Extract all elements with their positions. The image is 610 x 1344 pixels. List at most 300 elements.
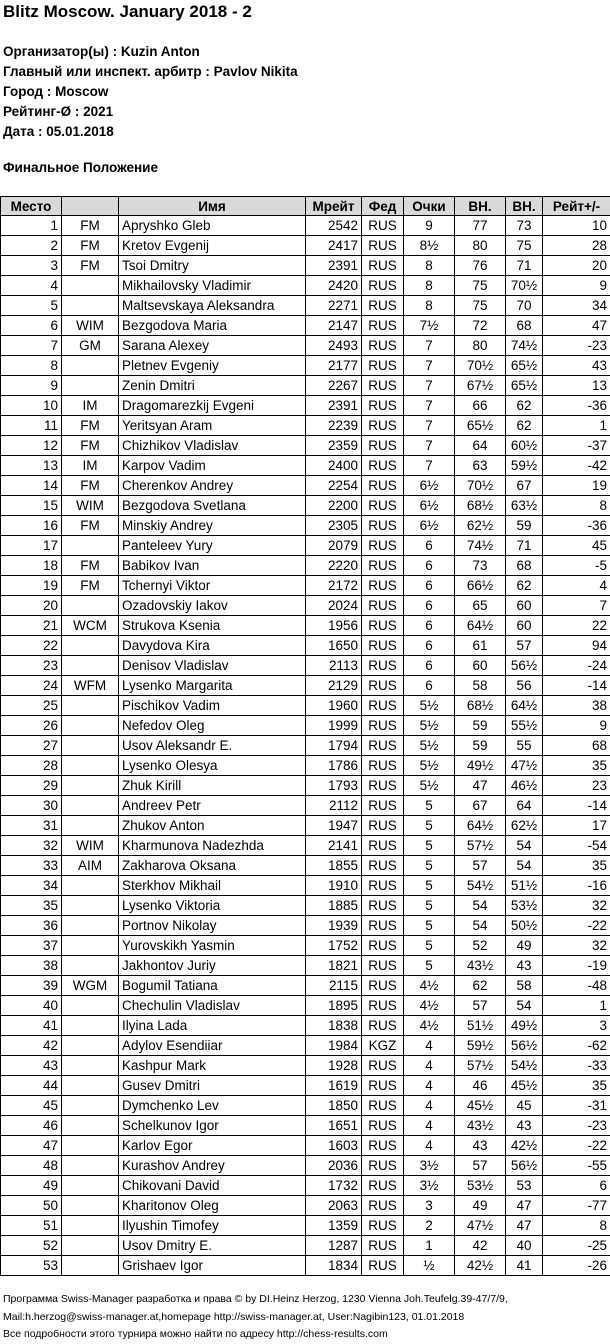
table-row (1, 856, 610, 876)
cell-tiebreak-1: 42½ (455, 1256, 506, 1276)
cell-points: 6½ (404, 476, 455, 496)
cell-rating: 2115 (306, 976, 362, 996)
cell-rating: 2267 (306, 376, 362, 396)
cell-rating: 1947 (306, 816, 362, 836)
cell-points: 4½ (404, 976, 455, 996)
cell-federation: RUS (362, 996, 404, 1016)
cell-place: 37 (1, 936, 62, 956)
cell-federation: RUS (362, 516, 404, 536)
table-row (1, 936, 610, 956)
table-row (1, 316, 610, 336)
cell-title: FM (62, 576, 119, 596)
cell-rating: 1287 (306, 1236, 362, 1256)
cell-rating: 1838 (306, 1016, 362, 1036)
cell-points: 5½ (404, 756, 455, 776)
table-header-row (1, 197, 610, 216)
cell-rating-change: -23 (543, 336, 610, 356)
cell-rating-change: -16 (543, 876, 610, 896)
cell-rating-change: 22 (543, 616, 610, 636)
cell-tiebreak-1: 43½ (455, 1116, 506, 1136)
cell-rating: 2063 (306, 1196, 362, 1216)
table-row (1, 756, 610, 776)
cell-tiebreak-1: 73 (455, 556, 506, 576)
cell-rating: 2113 (306, 656, 362, 676)
cell-points: 9 (404, 216, 455, 236)
cell-federation: RUS (362, 856, 404, 876)
cell-tiebreak-1: 42 (455, 1236, 506, 1256)
cell-title (62, 1216, 119, 1236)
cell-rating-change: -48 (543, 976, 610, 996)
table-row (1, 276, 610, 296)
cell-tiebreak-2: 54 (506, 856, 543, 876)
cell-place: 14 (1, 476, 62, 496)
cell-points: 5½ (404, 696, 455, 716)
cell-tiebreak-2: 49 (506, 936, 543, 956)
cell-tiebreak-1: 43 (455, 1136, 506, 1156)
cell-name: Sterkhov Mikhail (119, 876, 306, 896)
cell-title (62, 776, 119, 796)
cell-title: AIM (62, 856, 119, 876)
cell-federation: RUS (362, 536, 404, 556)
cell-rating-change: -5 (543, 556, 610, 576)
standings-table (0, 196, 610, 1276)
cell-tiebreak-1: 62 (455, 976, 506, 996)
cell-rating: 2391 (306, 396, 362, 416)
cell-tiebreak-1: 49 (455, 1196, 506, 1216)
cell-name: Pletnev Evgeniy (119, 356, 306, 376)
cell-title: WFM (62, 676, 119, 696)
cell-tiebreak-1: 57½ (455, 1056, 506, 1076)
cell-tiebreak-2: 47 (506, 1216, 543, 1236)
table-row (1, 536, 610, 556)
cell-federation: RUS (362, 1216, 404, 1236)
cell-name: Portnov Nikolay (119, 916, 306, 936)
cell-tiebreak-1: 57½ (455, 836, 506, 856)
table-row (1, 436, 610, 456)
cell-points: 5 (404, 896, 455, 916)
cell-federation: RUS (362, 316, 404, 336)
cell-rating-change: -14 (543, 676, 610, 696)
cell-rating-change: -22 (543, 1136, 610, 1156)
cell-name: Schelkunov Igor (119, 1116, 306, 1136)
header-place: Место (1, 197, 62, 216)
cell-federation: RUS (362, 256, 404, 276)
cell-rating-change: -77 (543, 1196, 610, 1216)
cell-points: 6 (404, 616, 455, 636)
cell-federation: RUS (362, 576, 404, 596)
cell-federation: RUS (362, 1096, 404, 1116)
header-tiebreak-2: ВН. (506, 197, 543, 216)
cell-points: 5 (404, 836, 455, 856)
cell-rating: 1359 (306, 1216, 362, 1236)
cell-points: 7 (404, 396, 455, 416)
cell-points: 5 (404, 936, 455, 956)
cell-rating-change: -55 (543, 1156, 610, 1176)
cell-place: 21 (1, 616, 62, 636)
cell-place: 42 (1, 1036, 62, 1056)
cell-federation: RUS (362, 776, 404, 796)
cell-rating-change: 4 (543, 576, 610, 596)
cell-place: 41 (1, 1016, 62, 1036)
cell-rating: 2141 (306, 836, 362, 856)
cell-place: 10 (1, 396, 62, 416)
cell-title (62, 696, 119, 716)
cell-place: 22 (1, 636, 62, 656)
cell-name: Jakhontov Juriy (119, 956, 306, 976)
cell-name: Panteleev Yury (119, 536, 306, 556)
cell-rating: 2271 (306, 296, 362, 316)
cell-rating-change: -22 (543, 916, 610, 936)
cell-federation: RUS (362, 1076, 404, 1096)
table-row (1, 1236, 610, 1256)
cell-federation: RUS (362, 956, 404, 976)
cell-title (62, 1256, 119, 1276)
cell-place: 20 (1, 596, 62, 616)
cell-tiebreak-2: 45½ (506, 1076, 543, 1096)
table-row (1, 356, 610, 376)
cell-name: Tchernyi Viktor (119, 576, 306, 596)
cell-title (62, 1116, 119, 1136)
cell-place: 48 (1, 1156, 62, 1176)
cell-rating: 1603 (306, 1136, 362, 1156)
cell-points: 8 (404, 256, 455, 276)
cell-rating-change: -37 (543, 436, 610, 456)
cell-title (62, 356, 119, 376)
table-row (1, 656, 610, 676)
cell-rating: 2200 (306, 496, 362, 516)
cell-tiebreak-1: 65 (455, 596, 506, 616)
cell-place: 15 (1, 496, 62, 516)
cell-name: Minskiy Andrey (119, 516, 306, 536)
cell-name: Mikhailovsky Vladimir (119, 276, 306, 296)
cell-title (62, 1036, 119, 1056)
cell-federation: RUS (362, 556, 404, 576)
cell-rating: 2493 (306, 336, 362, 356)
cell-tiebreak-2: 65½ (506, 376, 543, 396)
cell-title: GM (62, 336, 119, 356)
cell-place: 51 (1, 1216, 62, 1236)
cell-points: 6½ (404, 496, 455, 516)
cell-rating: 1834 (306, 1256, 362, 1276)
table-row (1, 396, 610, 416)
cell-rating-change: 35 (543, 1076, 610, 1096)
cell-rating: 2172 (306, 576, 362, 596)
cell-rating-change: 17 (543, 816, 610, 836)
cell-title (62, 636, 119, 656)
cell-rating: 1855 (306, 856, 362, 876)
cell-federation: RUS (362, 276, 404, 296)
cell-federation: RUS (362, 596, 404, 616)
cell-rating: 2129 (306, 676, 362, 696)
cell-title (62, 996, 119, 1016)
cell-title (62, 916, 119, 936)
table-row (1, 896, 610, 916)
cell-name: Strukova Ksenia (119, 616, 306, 636)
cell-federation: KGZ (362, 1036, 404, 1056)
cell-points: 4½ (404, 1016, 455, 1036)
cell-place: 35 (1, 896, 62, 916)
cell-name: Sarana Alexey (119, 336, 306, 356)
table-row (1, 256, 610, 276)
cell-title (62, 296, 119, 316)
cell-federation: RUS (362, 816, 404, 836)
cell-place: 39 (1, 976, 62, 996)
cell-title (62, 656, 119, 676)
cell-tiebreak-2: 68 (506, 316, 543, 336)
cell-points: 6 (404, 656, 455, 676)
cell-rating-change: 47 (543, 316, 610, 336)
cell-points: 4 (404, 1116, 455, 1136)
cell-name: Adylov Esendiiar (119, 1036, 306, 1056)
cell-rating-change: -36 (543, 396, 610, 416)
cell-tiebreak-2: 73 (506, 216, 543, 236)
cell-tiebreak-1: 66½ (455, 576, 506, 596)
footer-line-1: Программа Swiss-Manager разработка и права © by DI.Heinz Herzog, 1230 Vienna Joh.Teufelg.39-47/7/9, (3, 1293, 508, 1305)
cell-points: 4 (404, 1056, 455, 1076)
cell-points: 4 (404, 1076, 455, 1096)
cell-name: Zhukov Anton (119, 816, 306, 836)
cell-name: Ilyina Lada (119, 1016, 306, 1036)
cell-points: 5½ (404, 736, 455, 756)
cell-tiebreak-1: 67½ (455, 376, 506, 396)
cell-rating: 2036 (306, 1156, 362, 1176)
cell-points: 7½ (404, 316, 455, 336)
cell-tiebreak-2: 59 (506, 516, 543, 536)
cell-rating: 1939 (306, 916, 362, 936)
cell-name: Lysenko Olesya (119, 756, 306, 776)
cell-title (62, 1076, 119, 1096)
cell-rating-change: -36 (543, 516, 610, 536)
cell-tiebreak-1: 64½ (455, 616, 506, 636)
cell-place: 50 (1, 1196, 62, 1216)
footer-line-3: Все подробности этого турнира можно найти по адресу http://chess-results.com (3, 1328, 388, 1340)
cell-tiebreak-1: 52 (455, 936, 506, 956)
cell-federation: RUS (362, 216, 404, 236)
cell-name: Lysenko Viktoria (119, 896, 306, 916)
cell-name: Chizhikov Vladislav (119, 436, 306, 456)
cell-tiebreak-1: 59½ (455, 1036, 506, 1056)
table-row (1, 736, 610, 756)
cell-title (62, 536, 119, 556)
cell-rating-change: 32 (543, 936, 610, 956)
cell-rating-change: 45 (543, 536, 610, 556)
cell-tiebreak-2: 47½ (506, 756, 543, 776)
cell-tiebreak-2: 57 (506, 636, 543, 656)
table-row (1, 576, 610, 596)
cell-title (62, 1156, 119, 1176)
cell-rating: 1619 (306, 1076, 362, 1096)
cell-place: 44 (1, 1076, 62, 1096)
cell-tiebreak-1: 80 (455, 236, 506, 256)
cell-name: Chikovani David (119, 1176, 306, 1196)
cell-rating: 1999 (306, 716, 362, 736)
cell-place: 53 (1, 1256, 62, 1276)
cell-place: 1 (1, 216, 62, 236)
cell-tiebreak-1: 57 (455, 996, 506, 1016)
cell-title (62, 596, 119, 616)
cell-rating-change: 23 (543, 776, 610, 796)
cell-title (62, 376, 119, 396)
cell-rating-change: -26 (543, 1256, 610, 1276)
cell-federation: RUS (362, 396, 404, 416)
cell-points: 7 (404, 356, 455, 376)
cell-place: 8 (1, 356, 62, 376)
cell-place: 3 (1, 256, 62, 276)
cell-tiebreak-2: 41 (506, 1256, 543, 1276)
cell-tiebreak-1: 64 (455, 436, 506, 456)
cell-name: Ilyushin Timofey (119, 1216, 306, 1236)
cell-tiebreak-2: 54½ (506, 1056, 543, 1076)
cell-federation: RUS (362, 636, 404, 656)
cell-points: 8½ (404, 236, 455, 256)
cell-rating-change: -33 (543, 1056, 610, 1076)
cell-rating-change: -62 (543, 1036, 610, 1056)
cell-name: Nefedov Oleg (119, 716, 306, 736)
table-row (1, 516, 610, 536)
cell-name: Grishaev Igor (119, 1256, 306, 1276)
cell-tiebreak-1: 72 (455, 316, 506, 336)
cell-federation: RUS (362, 1056, 404, 1076)
cell-points: 6 (404, 576, 455, 596)
cell-tiebreak-1: 80 (455, 336, 506, 356)
cell-rating-change: 8 (543, 1216, 610, 1236)
cell-place: 2 (1, 236, 62, 256)
table-row (1, 296, 610, 316)
cell-place: 12 (1, 436, 62, 456)
cell-tiebreak-2: 53 (506, 1176, 543, 1196)
cell-title (62, 1196, 119, 1216)
cell-tiebreak-2: 43 (506, 1116, 543, 1136)
cell-points: 5 (404, 916, 455, 936)
cell-rating-change: 1 (543, 416, 610, 436)
cell-tiebreak-1: 62½ (455, 516, 506, 536)
cell-title (62, 1016, 119, 1036)
cell-rating: 2420 (306, 276, 362, 296)
table-row (1, 416, 610, 436)
cell-points: 6 (404, 636, 455, 656)
cell-federation: RUS (362, 236, 404, 256)
cell-points: 5 (404, 956, 455, 976)
cell-rating-change: 35 (543, 756, 610, 776)
cell-tiebreak-1: 43½ (455, 956, 506, 976)
cell-points: 4 (404, 1096, 455, 1116)
cell-title (62, 896, 119, 916)
arbiter-line: Главный или инспект. арбитр : Pavlov Nikita (3, 64, 298, 79)
cell-name: Babikov Ivan (119, 556, 306, 576)
cell-tiebreak-1: 75 (455, 276, 506, 296)
table-row (1, 676, 610, 696)
cell-place: 49 (1, 1176, 62, 1196)
table-row (1, 1176, 610, 1196)
cell-name: Pischikov Vadim (119, 696, 306, 716)
cell-rating-change: -23 (543, 1116, 610, 1136)
cell-federation: RUS (362, 796, 404, 816)
cell-points: 5½ (404, 716, 455, 736)
cell-place: 11 (1, 416, 62, 436)
cell-tiebreak-2: 62½ (506, 816, 543, 836)
cell-federation: RUS (362, 936, 404, 956)
cell-title: WCM (62, 616, 119, 636)
cell-rating: 1732 (306, 1176, 362, 1196)
cell-rating-change: 10 (543, 216, 610, 236)
cell-name: Zakharova Oksana (119, 856, 306, 876)
date-line: Дата : 05.01.2018 (3, 124, 114, 139)
cell-rating: 1895 (306, 996, 362, 1016)
cell-rating: 1928 (306, 1056, 362, 1076)
section-title: Финальное Положение (3, 160, 158, 175)
table-row (1, 776, 610, 796)
cell-place: 16 (1, 516, 62, 536)
cell-points: 3½ (404, 1156, 455, 1176)
cell-tiebreak-1: 47 (455, 776, 506, 796)
cell-tiebreak-2: 50½ (506, 916, 543, 936)
cell-tiebreak-2: 42½ (506, 1136, 543, 1156)
cell-tiebreak-1: 75 (455, 296, 506, 316)
cell-federation: RUS (362, 1116, 404, 1136)
cell-name: Cherenkov Andrey (119, 476, 306, 496)
cell-tiebreak-1: 45½ (455, 1096, 506, 1116)
organizer-line: Организатор(ы) : Kuzin Anton (3, 44, 200, 59)
cell-federation: RUS (362, 676, 404, 696)
cell-title (62, 1176, 119, 1196)
cell-tiebreak-1: 59 (455, 716, 506, 736)
cell-title: WGM (62, 976, 119, 996)
cell-points: 6 (404, 556, 455, 576)
cell-name: Chechulin Vladislav (119, 996, 306, 1016)
cell-tiebreak-2: 71 (506, 536, 543, 556)
header-rating-change: Рейт+/- (543, 197, 610, 216)
table-row (1, 796, 610, 816)
cell-tiebreak-2: 70½ (506, 276, 543, 296)
cell-title: IM (62, 456, 119, 476)
cell-tiebreak-1: 58 (455, 676, 506, 696)
table-row (1, 336, 610, 356)
cell-title: WIM (62, 316, 119, 336)
cell-title (62, 796, 119, 816)
cell-title: FM (62, 556, 119, 576)
header-tiebreak-1: ВН. (455, 197, 506, 216)
cell-name: Gusev Dmitri (119, 1076, 306, 1096)
cell-title (62, 1056, 119, 1076)
cell-rating: 2220 (306, 556, 362, 576)
cell-rating: 1651 (306, 1116, 362, 1136)
cell-federation: RUS (362, 976, 404, 996)
table-row (1, 1156, 610, 1176)
cell-name: Andreev Petr (119, 796, 306, 816)
cell-federation: RUS (362, 1256, 404, 1276)
cell-title: FM (62, 236, 119, 256)
cell-title (62, 756, 119, 776)
cell-points: 5 (404, 856, 455, 876)
cell-federation: RUS (362, 1176, 404, 1196)
cell-tiebreak-2: 55 (506, 736, 543, 756)
cell-tiebreak-2: 54 (506, 996, 543, 1016)
cell-tiebreak-1: 54½ (455, 876, 506, 896)
cell-tiebreak-2: 55½ (506, 716, 543, 736)
cell-rating-change: 7 (543, 596, 610, 616)
cell-points: 7 (404, 436, 455, 456)
cell-rating-change: -25 (543, 1236, 610, 1256)
cell-rating: 2391 (306, 256, 362, 276)
cell-place: 27 (1, 736, 62, 756)
table-row (1, 1056, 610, 1076)
cell-rating: 1650 (306, 636, 362, 656)
table-row (1, 236, 610, 256)
cell-tiebreak-2: 60 (506, 616, 543, 636)
cell-title: FM (62, 216, 119, 236)
cell-name: Kashpur Mark (119, 1056, 306, 1076)
cell-tiebreak-1: 54 (455, 916, 506, 936)
